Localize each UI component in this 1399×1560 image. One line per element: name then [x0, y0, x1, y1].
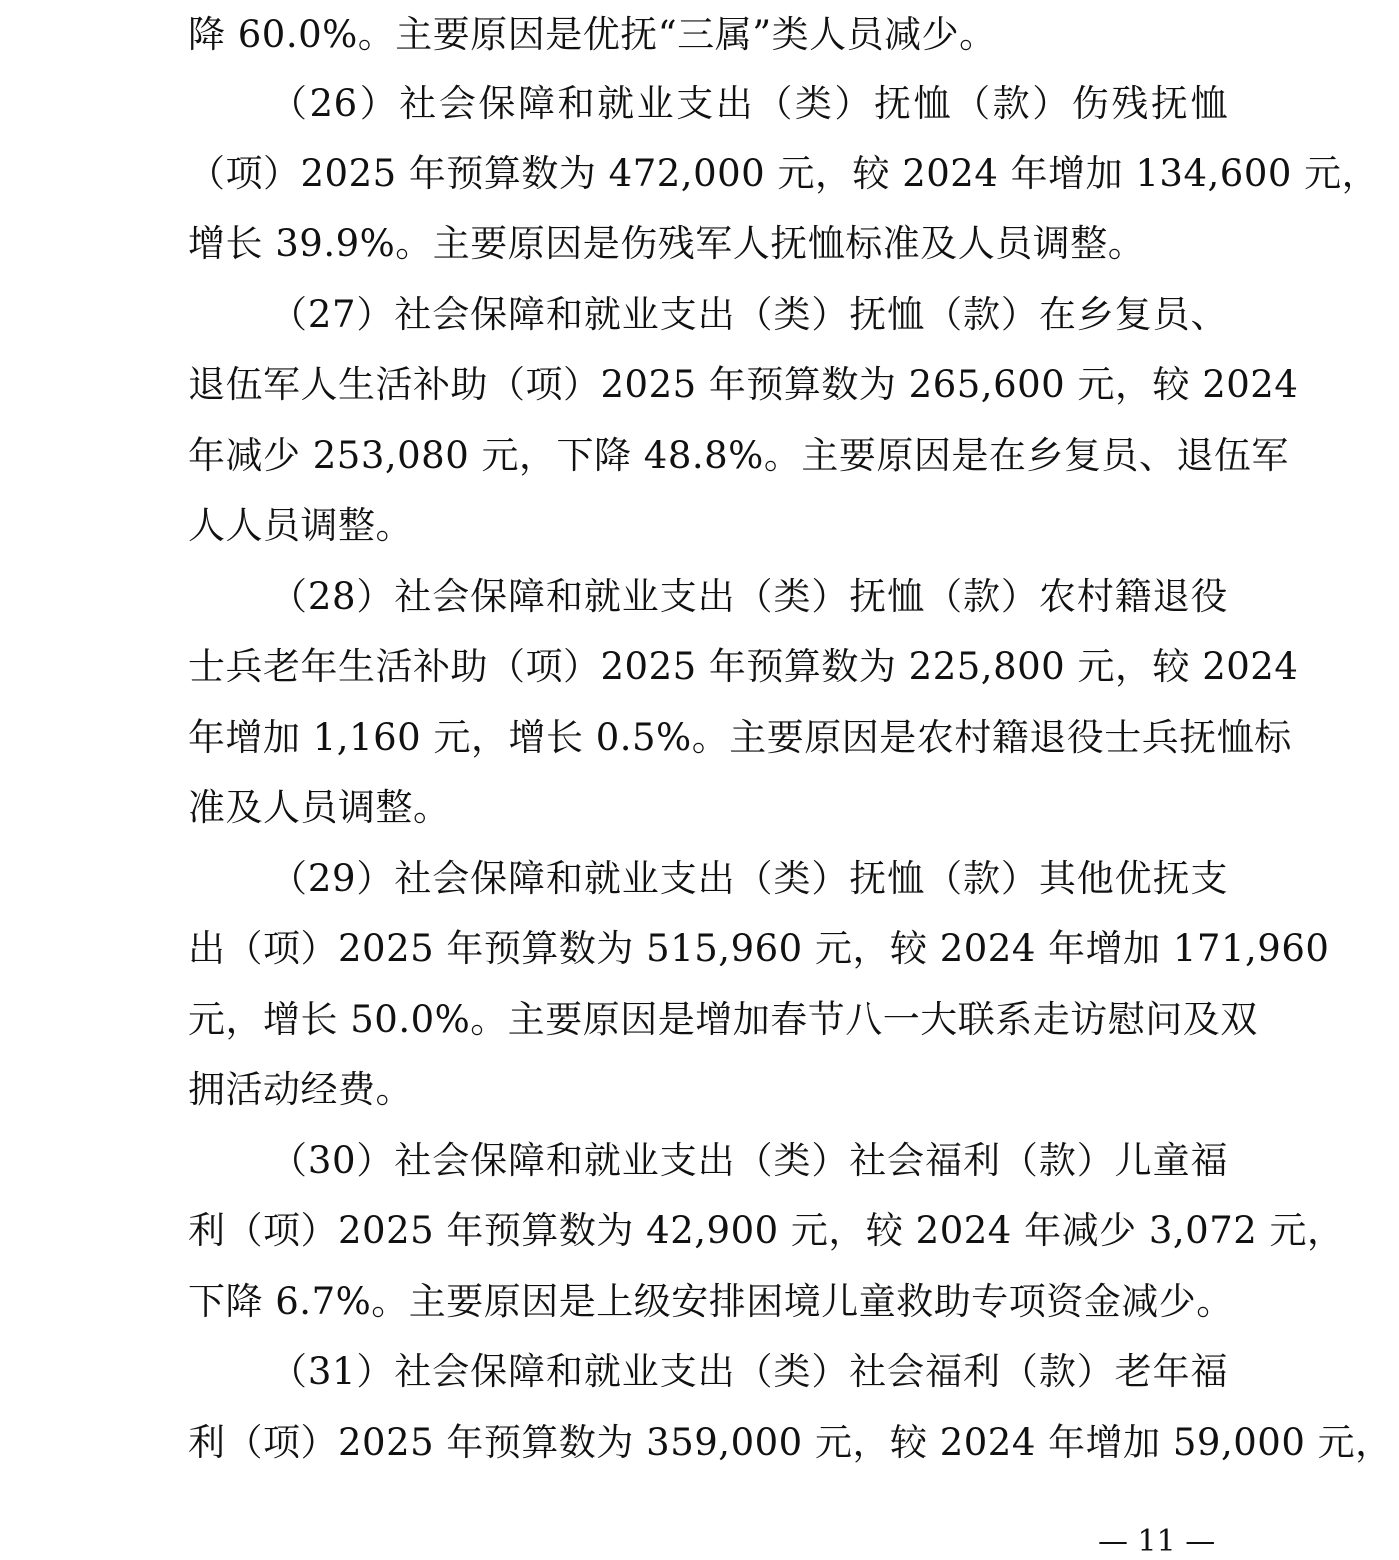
- paragraph-26-line-2: （项）2025 年预算数为 472,000 元，较 2024 年增加 134,600 元，: [188, 152, 1380, 195]
- paragraph-29-line-1: （29）社会保障和就业支出（类）抚恤（款）其他优抚支: [270, 857, 1228, 900]
- paragraph-30-line-1: （30）社会保障和就业支出（类）社会福利（款）儿童福: [270, 1139, 1228, 1182]
- text-line-1: 降 60.0%。主要原因是优抚“三属”类人员减少。: [188, 13, 997, 56]
- paragraph-29-line-4: 拥活动经费。: [188, 1068, 413, 1111]
- paragraph-26-line-1: （26）社会保障和就业支出（类）抚恤（款）伤残抚恤: [270, 82, 1228, 125]
- paragraph-29-line-3: 元，增长 50.0%。主要原因是增加春节八一大联系走访慰问及双: [188, 998, 1258, 1041]
- paragraph-30-line-2: 利（项）2025 年预算数为 42,900 元，较 2024 年减少 3,072 元，: [188, 1209, 1345, 1252]
- paragraph-28-line-1: （28）社会保障和就业支出（类）抚恤（款）农村籍退役: [270, 575, 1228, 618]
- paragraph-26-line-3: 增长 39.9%。主要原因是伤残军人抚恤标准及人员调整。: [188, 222, 1146, 265]
- paragraph-31-line-2: 利（项）2025 年预算数为 359,000 元，较 2024 年增加 59,000 元，: [188, 1421, 1393, 1464]
- paragraph-28-line-2: 士兵老年生活补助（项）2025 年预算数为 225,800 元，较 2024: [188, 645, 1299, 688]
- paragraph-29-line-2: 出（项）2025 年预算数为 515,960 元，较 2024 年增加 171,960: [188, 927, 1330, 970]
- paragraph-31-line-1: （31）社会保障和就业支出（类）社会福利（款）老年福: [270, 1350, 1228, 1393]
- paragraph-28-line-4: 准及人员调整。: [188, 786, 451, 829]
- paragraph-27-line-1: （27）社会保障和就业支出（类）抚恤（款）在乡复员、: [270, 293, 1228, 336]
- page-number: — 11 —: [1098, 1524, 1216, 1559]
- paragraph-28-line-3: 年增加 1,160 元，增长 0.5%。主要原因是农村籍退役士兵抚恤标: [188, 716, 1292, 759]
- paragraph-27-line-3: 年减少 253,080 元，下降 48.8%。主要原因是在乡复员、退伍军: [188, 434, 1289, 477]
- paragraph-27-line-4: 人人员调整。: [188, 504, 413, 547]
- paragraph-30-line-3: 下降 6.7%。主要原因是上级安排困境儿童救助专项资金减少。: [188, 1280, 1234, 1323]
- paragraph-27-line-2: 退伍军人生活补助（项）2025 年预算数为 265,600 元，较 2024: [188, 363, 1299, 406]
